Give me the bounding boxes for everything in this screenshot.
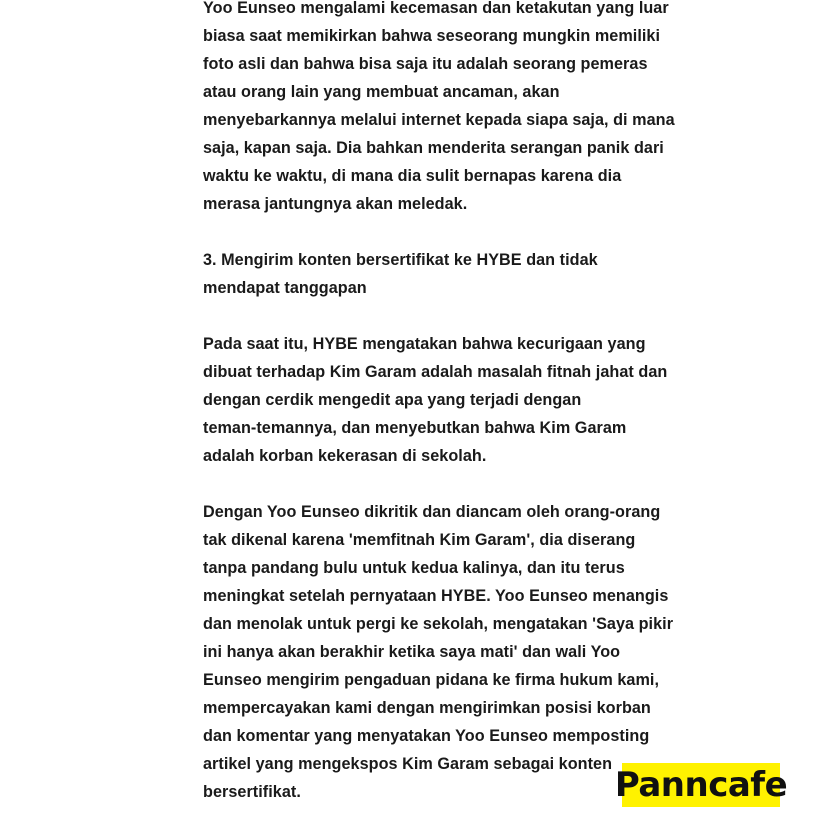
text-line: atau orang lain yang membuat ancaman, akan <box>203 83 560 101</box>
text-line: Yoo Eunseo mengalami kecemasan dan ketakutan yang luar <box>203 0 669 17</box>
text-line: menyebarkannya melalui internet kepada siapa saja, di mana <box>203 111 675 129</box>
text-line: dan komentar yang menyatakan Yoo Eunseo memposting <box>203 727 650 745</box>
watermark-text: Panncafe <box>614 765 788 805</box>
paragraph-hybe-statement <box>203 330 668 470</box>
paragraph-complaint <box>203 498 674 806</box>
text-line: dibuat terhadap Kim Garam adalah masalah fitnah jahat dan <box>203 363 668 381</box>
text-line: meningkat setelah pernyataan HYBE. Yoo Eunseo menangis <box>203 587 669 605</box>
text-line: foto asli dan bahwa bisa saja itu adalah seorang pemeras <box>203 55 648 73</box>
text-line: dengan cerdik mengedit apa yang terjadi dengan <box>203 391 582 409</box>
panncafe-watermark <box>614 763 788 807</box>
text-line: dan menolak untuk pergi ke sekolah, mengatakan 'Saya pikir <box>203 615 674 633</box>
text-line: bersertifikat. <box>203 783 301 801</box>
section-heading <box>203 246 623 302</box>
paragraph-anxiety <box>203 0 675 218</box>
text-line: artikel yang mengekspos Kim Garam sebagai konten <box>203 755 613 773</box>
text-line: adalah korban kekerasan di sekolah. <box>203 447 487 465</box>
heading-line: 3. Mengirim konten bersertifikat ke HYBE dan tidak <box>203 251 598 269</box>
text-line: saja, kapan saja. Dia bahkan menderita serangan panik dari <box>203 139 664 157</box>
text-line: ini hanya akan berakhir ketika saya mati' dan wali Yoo <box>203 643 621 661</box>
text-line: tanpa pandang bulu untuk kedua kalinya, dan itu terus <box>203 559 625 577</box>
heading-line: mendapat tanggapan <box>203 279 367 297</box>
text-line: waktu ke waktu, di mana dia sulit bernapas karena dia <box>203 167 622 185</box>
article-body <box>203 0 675 834</box>
text-line: Dengan Yoo Eunseo dikritik dan diancam oleh orang-orang <box>203 503 661 521</box>
text-line: merasa jantungnya akan meledak. <box>203 195 468 213</box>
text-line: Eunseo mengirim pengaduan pidana ke firma hukum kami, <box>203 671 660 689</box>
text-line: biasa saat memikirkan bahwa seseorang mungkin memiliki <box>203 27 661 45</box>
text-line: teman-temannya, dan menyebutkan bahwa Kim Garam <box>203 419 627 437</box>
text-line: mempercayakan kami dengan mengirimkan posisi korban <box>203 699 651 717</box>
text-line: Pada saat itu, HYBE mengatakan bahwa kecurigaan yang <box>203 335 646 353</box>
text-line: tak dikenal karena 'memfitnah Kim Garam', dia diserang <box>203 531 636 549</box>
